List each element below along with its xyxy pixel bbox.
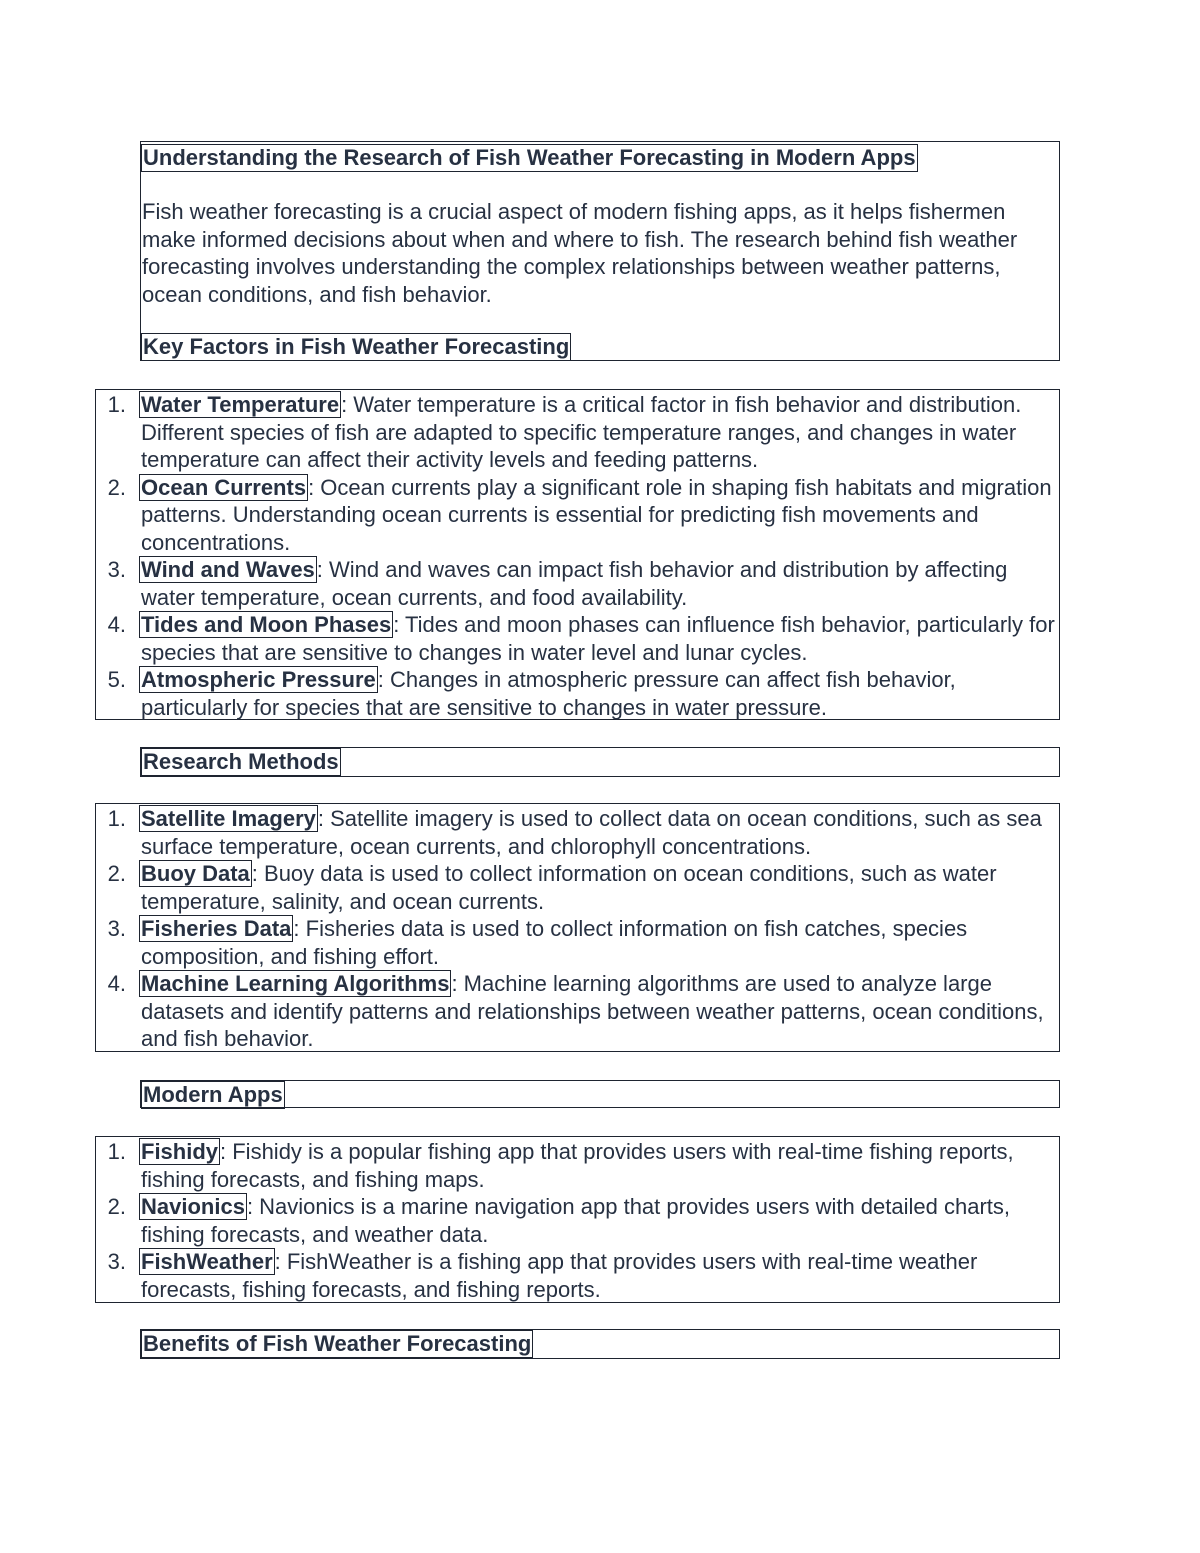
list-item <box>96 970 1059 1053</box>
app-term: FishWeather <box>141 1249 273 1274</box>
list-number: 4. <box>107 971 126 996</box>
factor-description: : Ocean currents play a significant role in shaping fish habitats and migration patterns. Understanding ocean currents is essential for predicting fish movements and concentrations. <box>141 474 1052 555</box>
factor-term: Ocean Currents <box>141 474 307 500</box>
list-item <box>96 391 1059 474</box>
list-number: 5. <box>107 667 126 692</box>
document-title: Understanding the Research of Fish Weather Forecasting in Modern Apps <box>143 145 916 170</box>
benefits-heading-box <box>140 1329 1060 1359</box>
factor-term: Water Temperature <box>141 392 340 417</box>
method-term: Buoy Data <box>141 861 250 886</box>
factor-description: : Water temperature is a critical factor in fish behavior and distribution. Different species of fish are adapted to specific temperature ranges, and changes in water temperature can affect their activity levels and feeding patterns. <box>141 392 1022 472</box>
method-term: Fisheries Data <box>141 916 292 941</box>
method-description: : Buoy data is used to collect information on ocean conditions, such as water temperature, salinity, and ocean currents. <box>141 861 997 914</box>
intro-section <box>140 141 1060 361</box>
method-description: : Satellite imagery is used to collect data on ocean conditions, such as sea surface temperature, ocean currents, and chlorophyll concentrations. <box>141 806 1042 859</box>
list-number: 2. <box>107 1194 126 1219</box>
factor-term: Atmospheric Pressure <box>141 667 376 692</box>
list-number: 3. <box>107 1249 126 1274</box>
list-number: 1. <box>107 806 126 831</box>
research-methods-heading-box <box>140 747 1060 777</box>
list-item <box>96 474 1059 557</box>
list-number: 4. <box>107 612 126 637</box>
factor-description: : Changes in atmospheric pressure can affect fish behavior, particularly for species that are sensitive to changes in water pressure. <box>141 667 956 720</box>
app-term: Fishidy <box>141 1139 219 1164</box>
intro-paragraph: Fish weather forecasting is a crucial aspect of modern fishing apps, as it helps fishermen make informed decisions about when and where to fish. The research behind fish weather forecasting involves understanding the complex relationships between weather patterns, ocean conditions, and fish behavior. <box>142 199 1018 307</box>
method-term: Satellite Imagery <box>141 806 316 831</box>
app-description: : Fishidy is a popular fishing app that provides users with real-time fishing reports, fishing forecasts, and fishing maps. <box>141 1139 1014 1192</box>
list-item <box>96 1248 1059 1303</box>
modern-apps-section <box>95 1136 1060 1303</box>
factor-description: : Tides and moon phases can influence fish behavior, particularly for species that are sensitive to changes in water level and lunar cycles. <box>141 612 1055 665</box>
list-item <box>96 611 1059 666</box>
app-description: : Navionics is a marine navigation app that provides users with detailed charts, fishing forecasts, and weather data. <box>141 1194 1010 1247</box>
list-item <box>96 556 1059 611</box>
list-number: 1. <box>107 392 126 417</box>
list-number: 1. <box>107 1139 126 1164</box>
method-term: Machine Learning Algorithms <box>141 971 450 996</box>
list-item <box>96 805 1059 860</box>
list-item <box>96 915 1059 970</box>
list-item <box>96 1193 1059 1248</box>
app-term: Navionics <box>141 1194 245 1219</box>
list-item <box>96 1138 1059 1193</box>
list-item <box>96 666 1059 721</box>
app-description: : FishWeather is a fishing app that provides users with real-time weather forecasts, fishing forecasts, and fishing reports. <box>141 1249 978 1302</box>
list-number: 2. <box>107 861 126 886</box>
benefits-heading: Benefits of Fish Weather Forecasting <box>143 1331 532 1356</box>
list-item <box>96 860 1059 915</box>
modern-apps-heading-box <box>140 1080 1060 1108</box>
research-methods-section <box>95 803 1060 1052</box>
key-factors-heading: Key Factors in Fish Weather Forecasting <box>143 334 570 359</box>
factor-term: Tides and Moon Phases <box>141 612 392 637</box>
list-number: 3. <box>107 557 126 582</box>
factor-term: Wind and Waves <box>141 557 315 582</box>
factor-description: : Wind and waves can impact fish behavior and distribution by affecting water temperature, ocean currents, and food availability. <box>141 557 1008 610</box>
method-description: : Fisheries data is used to collect information on fish catches, species composition, and fishing effort. <box>141 916 968 969</box>
list-number: 3. <box>107 916 126 941</box>
modern-apps-heading: Modern Apps <box>143 1082 283 1107</box>
list-number: 2. <box>107 474 126 500</box>
method-description: : Machine learning algorithms are used to analyze large datasets and identify patterns and relationships between weather patterns, ocean conditions, and fish behavior. <box>141 971 1044 1051</box>
key-factors-section <box>95 389 1060 720</box>
research-methods-heading: Research Methods <box>143 749 339 774</box>
